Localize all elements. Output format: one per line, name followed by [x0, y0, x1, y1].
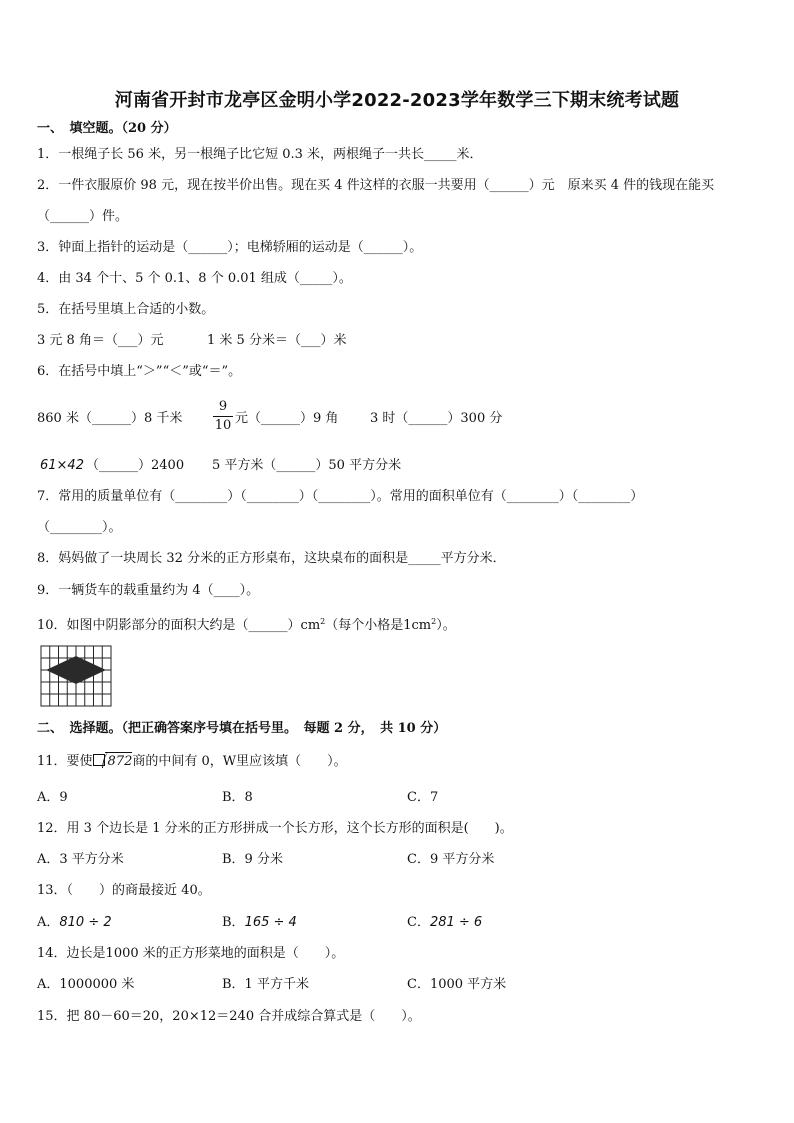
question-1: 1．一根绳子长 56 米，另一根绳子比它短 0.3 米，两根绳子一共长_____米． [37, 147, 483, 162]
question-13: 13．（ ）的商最接近 40。 [37, 883, 211, 898]
question-6-item-d: （______）2400 [86, 458, 185, 473]
long-division-dividend: 872 [105, 752, 133, 771]
question-6-fraction [213, 399, 233, 434]
question-11 [37, 752, 347, 771]
q13-option-c-label: C． [407, 915, 430, 930]
question-8: 8．妈妈做了一块周长 32 分米的正方形桌布，这块桌布的面积是_____平方分米． [37, 551, 506, 566]
question-12: 12．用 3 个边长是 1 分米的正方形拼成一个长方形，这个长方形的面积是( )。 [37, 821, 513, 836]
shaded-rhombus [46, 656, 106, 684]
question-9: 9．一辆货车的载重量约为 4（____）。 [37, 583, 260, 598]
q11-text-2: 商的中间有 0，W里应该填（ ）。 [132, 754, 347, 769]
q13-option-a [37, 914, 112, 932]
question-6-item-c: 3 时（______）300 分 [370, 411, 503, 426]
page-title: 河南省开封市龙亭区金明小学2022-2023学年数学三下期末统考试题 [114, 90, 680, 111]
question-4: 4．由 34 个十、5 个 0.1、8 个 0.01 组成（_____）。 [37, 271, 352, 286]
question-2-line-1: 2．一件衣服原价 98 元，现在按半价出售。现在买 4 件这样的衣服一共要用（______）元 原来买 4 件的钱现在能买 [37, 178, 715, 193]
fraction-numerator: 9 [218, 399, 228, 414]
question-5-item-b: 1 米 5 分米＝（___）米 [207, 333, 347, 348]
question-5-item-a: 3 元 8 角＝（___）元 [37, 333, 164, 348]
q12-option-c: C．9 平方分米 [407, 852, 495, 867]
q14-option-a: A．1000000 米 [37, 977, 135, 992]
section-1-heading: 一、 填空题。（20 分） [37, 121, 177, 136]
q13-option-b [222, 914, 297, 932]
question-6-item-d-expression: 61×42 [40, 458, 84, 473]
q14-option-b: B．1 平方千米 [222, 977, 309, 992]
q12-option-b: B．9 分米 [222, 852, 283, 867]
q11-option-b: B．8 [222, 790, 253, 805]
q11-option-a: A．9 [37, 790, 68, 805]
question-14: 14．边长是1000 米的正方形菜地的面积是（ ）。 [37, 946, 345, 961]
q13-option-b-label: B． [222, 915, 245, 930]
fraction-denominator: 10 [214, 418, 232, 433]
q11-option-c: C．7 [407, 790, 439, 805]
question-5: 5．在括号里填上合适的小数。 [37, 302, 215, 317]
question-10 [37, 613, 456, 635]
question-2-line-2: （______）件。 [37, 209, 129, 224]
q12-option-a: A．3 平方分米 [37, 852, 124, 867]
question-6-item-b: 元（______）9 角 [235, 411, 339, 426]
section-2-heading: 二、 选择题。（把正确答案序号填在括号里。 每题 2 分， 共 10 分） [37, 721, 447, 736]
q10-text-3: ）。 [436, 618, 456, 633]
q10-text-2: （每个小格是1cm [325, 618, 432, 633]
q13-option-a-label: A． [37, 915, 60, 930]
q13-option-a-expr: 810 ÷ 2 [59, 915, 112, 930]
question-6: 6．在括号中填上“＞”“＜”或“＝”。 [37, 364, 242, 379]
question-3: 3．钟面上指针的运动是（______）；电梯轿厢的运动是（______）。 [37, 240, 423, 255]
q11-text-1: 11．要使 [37, 754, 93, 769]
q13-option-c [407, 914, 482, 932]
question-7-line-2: （________）。 [37, 520, 122, 535]
question-6-item-a: 860 米（______）8 千米 [37, 411, 183, 426]
question-6-item-e: 5 平方米（______）50 平方分米 [212, 458, 402, 473]
q13-option-c-expr: 281 ÷ 6 [429, 915, 483, 930]
grid-figure [40, 645, 112, 707]
question-7-line-1: 7．常用的质量单位有（________）（________）（________）。常用的面积单位有（________）（________） [37, 489, 644, 504]
q10-sup-2: 2 [431, 617, 437, 626]
q10-text-1: 10．如图中阴影部分的面积大约是（______）cm [37, 618, 321, 633]
q10-sup-1: 2 [320, 617, 326, 626]
question-15: 15．把 80－60＝20，20×12＝240 合并成综合算式是（ ）。 [37, 1009, 421, 1024]
q13-option-b-expr: 165 ÷ 4 [244, 915, 297, 930]
q14-option-c: C．1000 平方米 [407, 977, 507, 992]
